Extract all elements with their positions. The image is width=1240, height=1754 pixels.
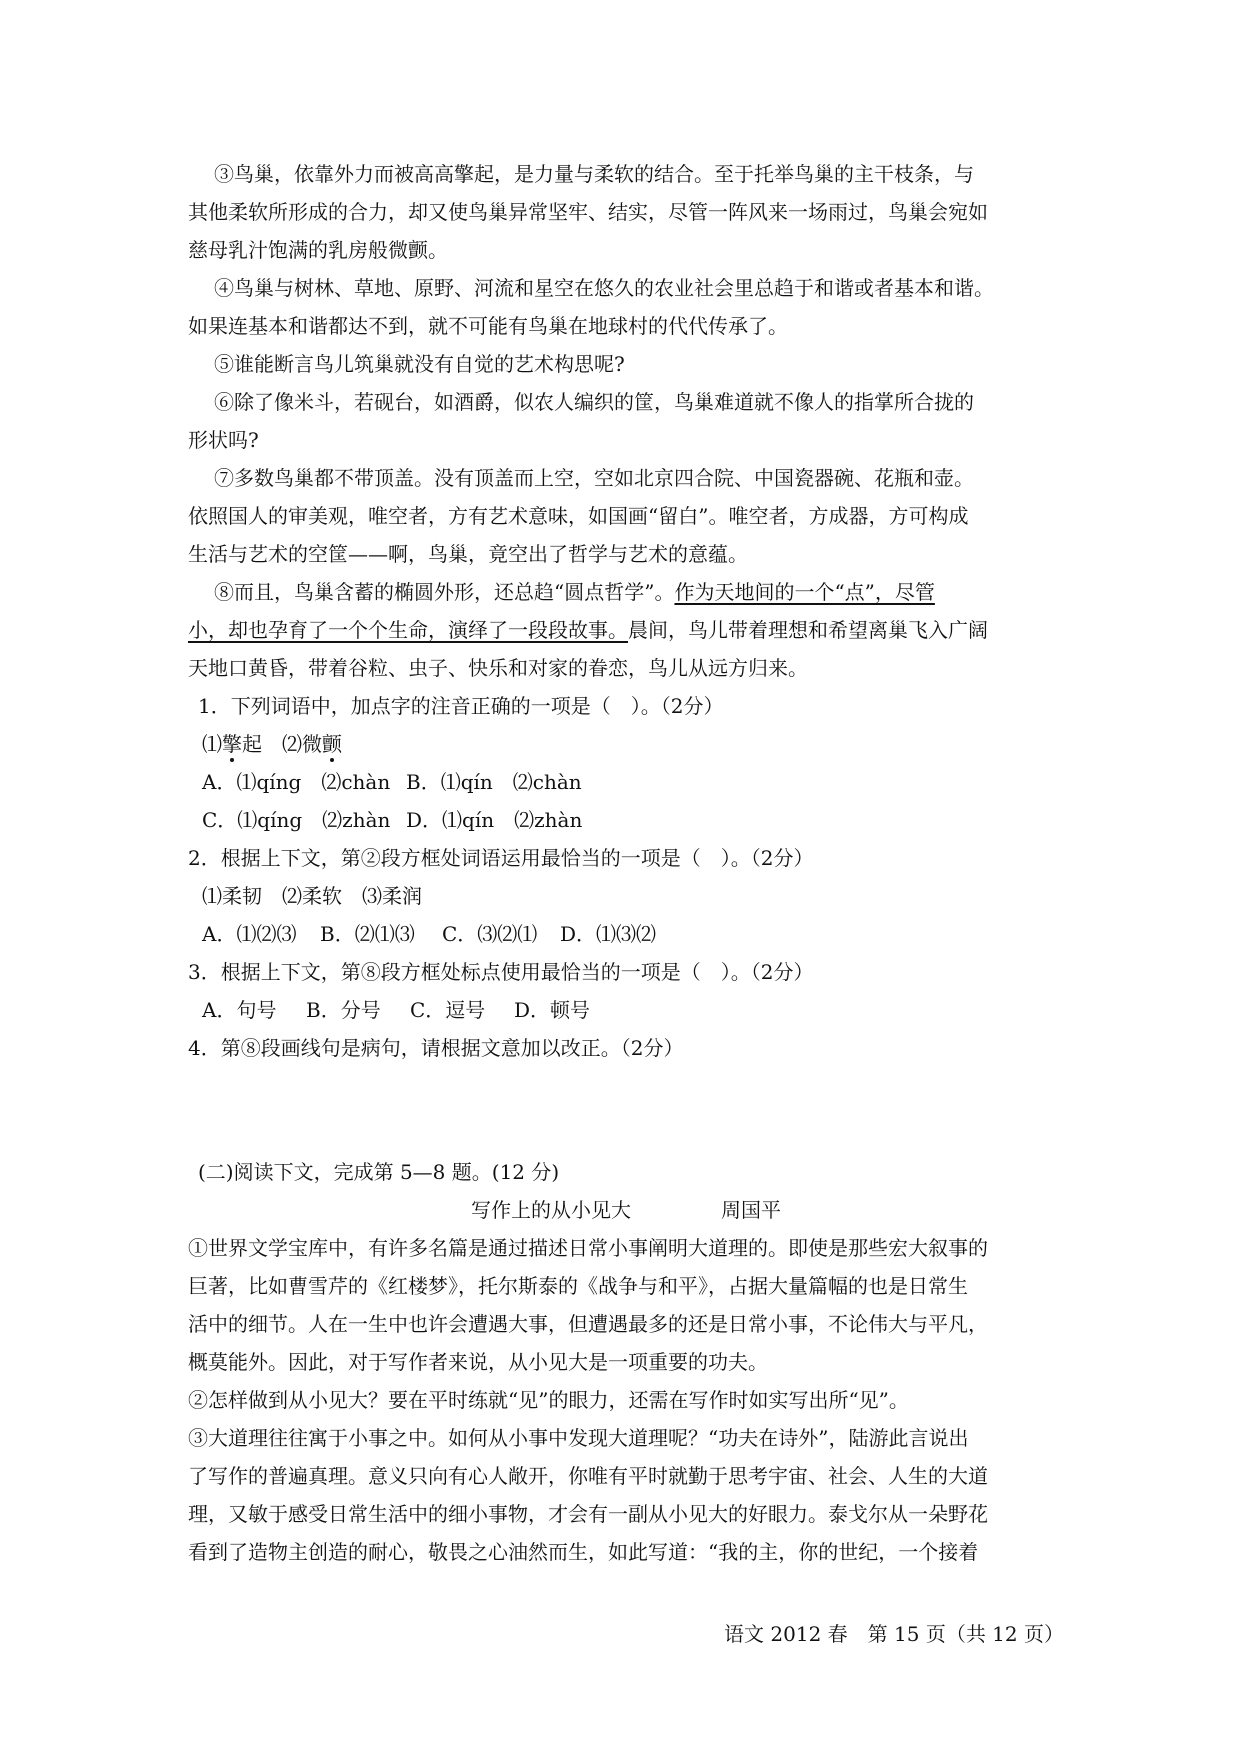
passage-paragraph-3 (188, 155, 1064, 269)
option-c[interactable]: C．⑴qíng ⑵zhàn (202, 808, 391, 832)
underlined-sentence: 作为天地间的一个“点”，尽管 (674, 580, 935, 604)
plain-text: ⑧而且，鸟巢含蓄的椭圆外形，还总趋“圆点哲学”。 (214, 580, 675, 604)
question-stem: 3．根据上下文，第⑧段方框处标点使用最恰当的一项是（ ）。（2分） (188, 960, 814, 984)
option-d[interactable]: D．⑴qín ⑵zhàn (406, 808, 583, 832)
question-2 (188, 839, 1064, 953)
text-line: ④鸟巢与树林、草地、原野、河流和星空在悠久的农业社会里总趋于和谐或者基本和谐。 (214, 276, 994, 300)
options-row (188, 915, 1064, 953)
text-line: 了写作的普遍真理。意义只向有心人敞开，你唯有平时就勤于思考宇宙、社会、人生的大道 (188, 1464, 988, 1488)
passage-paragraph-4 (188, 269, 1064, 345)
article-paragraph-1 (188, 1229, 1064, 1381)
text-line: ③鸟巢，依靠外力而被高高擎起，是力量与柔软的结合。至于托举鸟巢的主干枝条，与 (214, 162, 974, 186)
text-line: 如果连基本和谐都达不到，就不可能有鸟巢在地球村的代代传承了。 (188, 314, 788, 338)
option-a[interactable]: A．句号 (202, 998, 277, 1022)
text-line: 概莫能外。因此，对于写作者来说，从小见大是一项重要的功夫。 (188, 1350, 768, 1374)
passage-paragraph-6 (188, 383, 1064, 459)
text-line: 天地口黄昏，带着谷粒、虫子、快乐和对家的眷恋，鸟儿从远方归来。 (188, 656, 808, 680)
article-title-row (188, 1191, 1064, 1229)
underlined-sentence: 小，却也孕育了一个个生命，演绎了一段段故事。 (188, 618, 628, 642)
exam-page (188, 155, 1064, 1571)
text-line: 其他柔软所形成的合力，却又使鸟巢异常坚牢、结实，尽管一阵风来一场雨过，鸟巢会宛如 (188, 200, 988, 224)
plain-text: 晨间，鸟儿带着理想和希望离巢飞入广阔 (628, 618, 988, 642)
text-line: ③大道理往往寓于小事之中。如何从小事中发现大道理呢？“功夫在诗外”，陆游此言说出 (188, 1426, 969, 1450)
options-row (188, 801, 1064, 839)
text-line: ⑥除了像米斗，若砚台，如酒爵，似农人编织的筐，鸟巢难道就不像人的指掌所合拢的 (214, 390, 974, 414)
options-row (188, 991, 1064, 1029)
text-line (188, 611, 1064, 649)
text-line: 活中的细节。人在一生中也许会遭遇大事，但遭遇最多的还是日常小事，不论伟大与平凡， (188, 1312, 988, 1336)
section-2 (188, 1153, 1064, 1571)
word-prefix: ⑴ (202, 732, 222, 756)
text-line: ②怎样做到从小见大？要在平时练就“见”的眼力，还需在写作时如实写出所“见”。 (188, 1388, 909, 1412)
option-c[interactable]: C．⑶⑵⑴ (442, 922, 538, 946)
text-line: 理，又敏于感受日常生活中的细小事物，才会有一副从小见大的好眼力。泰戈尔从一朵野花 (188, 1502, 988, 1526)
passage-paragraph-8 (188, 573, 1064, 687)
page-footer: 语文 2012 春 第 15 页（共 12 页） (724, 1622, 1064, 1646)
option-b[interactable]: B．分号 (306, 998, 381, 1022)
option-a[interactable]: A．⑴⑵⑶ (202, 922, 297, 946)
passage-paragraph-7 (188, 459, 1064, 573)
question-stem: 2．根据上下文，第②段方框处词语运用最恰当的一项是（ ）。（2分） (188, 846, 814, 870)
text-line: 依照国人的审美观，唯空者，方有艺术意味，如国画“留白”。唯空者，方成器，方可构成 (188, 504, 969, 528)
text-line: 生活与艺术的空筐——啊，鸟巢，竟空出了哲学与艺术的意蕴。 (188, 542, 748, 566)
text-line (188, 573, 1064, 611)
text-line: ①世界文学宝库中，有许多名篇是通过描述日常小事阐明大道理的。即使是那些宏大叙事的 (188, 1236, 988, 1260)
text-line: 慈母乳汁饱满的乳房般微颤。 (188, 238, 448, 262)
word-rest: 起 (242, 732, 262, 756)
article-paragraph-2 (188, 1381, 1064, 1419)
dotted-character: 颤 (322, 732, 342, 756)
article-paragraph-3 (188, 1419, 1064, 1571)
article-author: 周国平 (721, 1198, 781, 1222)
section-heading: (二)阅读下文，完成第 5—8 题。(12 分) (198, 1160, 560, 1184)
question-stem: 4．第⑧段画线句是病句，请根据文意加以改正。（2分） (188, 1036, 684, 1060)
answer-space (188, 1067, 1064, 1153)
option-d[interactable]: D．顿号 (514, 998, 591, 1022)
options-row (188, 763, 1064, 801)
article-title: 写作上的从小见大 (471, 1198, 631, 1222)
question-1 (188, 687, 1064, 839)
question-3 (188, 953, 1064, 1029)
text-line: 看到了造物主创造的耐心，敬畏之心油然而生，如此写道：“我的主，你的世纪，一个接着 (188, 1540, 979, 1564)
option-a[interactable]: A．⑴qíng ⑵chàn (202, 770, 391, 794)
text-line: ⑦多数鸟巢都不带顶盖。没有顶盖而上空，空如北京四合院、中国瓷器碗、花瓶和壶。 (214, 466, 974, 490)
question-4 (188, 1029, 1064, 1067)
question-stem: 1．下列词语中，加点字的注音正确的一项是（ ）。（2分） (198, 694, 724, 718)
option-b[interactable]: B．⑵⑴⑶ (320, 922, 415, 946)
dotted-character: 擎 (222, 732, 242, 756)
text-line: 形状吗? (188, 428, 259, 452)
option-d[interactable]: D．⑴⑶⑵ (560, 922, 657, 946)
passage-paragraph-5 (188, 345, 1064, 383)
text-line: ⑤谁能断言鸟儿筑巢就没有自觉的艺术构思呢? (214, 352, 625, 376)
word-prefix: ⑵微 (282, 732, 322, 756)
question-words: ⑴柔韧 ⑵柔软 ⑶柔润 (202, 884, 422, 908)
question-words (188, 725, 1064, 763)
text-line: 巨著，比如曹雪芹的《红楼梦》，托尔斯泰的《战争与和平》，占据大量篇幅的也是日常生 (188, 1274, 968, 1298)
option-c[interactable]: C．逗号 (410, 998, 486, 1022)
option-b[interactable]: B．⑴qín ⑵chàn (406, 770, 582, 794)
